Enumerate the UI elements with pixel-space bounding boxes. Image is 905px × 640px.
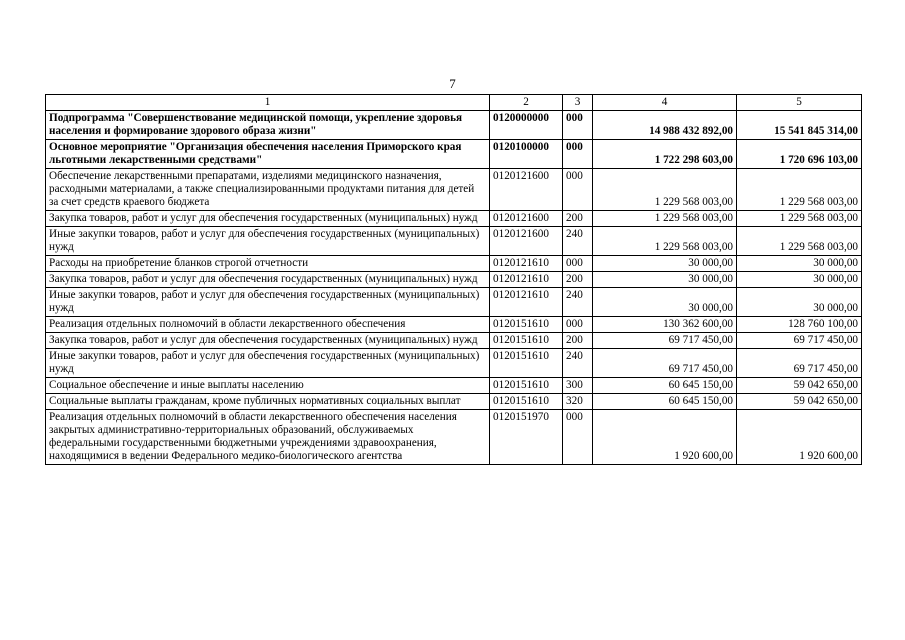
- page-number: 7: [449, 76, 456, 91]
- row-name-cell: Реализация отдельных полномочий в области лекарственного обеспечения населения закрытых административно-территориальных образований, обслуживаемых федеральными государственными бюджетными учреждениями здравоохранения, находящимися в ведении Федерального медико-биологического агентства: [46, 410, 490, 465]
- row-vr-cell: 320: [563, 394, 593, 410]
- table-row: [46, 349, 862, 378]
- row-name-cell: Иные закупки товаров, работ и услуг для обеспечения государственных (муниципальных) нужд: [46, 227, 490, 256]
- table-row: [46, 169, 862, 211]
- row-code-cell: 0120151970: [490, 410, 563, 465]
- row-sum1-cell: 60 645 150,00: [593, 394, 737, 410]
- row-sum1-cell: 30 000,00: [593, 288, 737, 317]
- row-name-cell: Иные закупки товаров, работ и услуг для обеспечения государственных (муниципальных) нужд: [46, 288, 490, 317]
- row-vr-cell: 240: [563, 288, 593, 317]
- row-vr-cell: 300: [563, 378, 593, 394]
- row-vr-cell: 240: [563, 227, 593, 256]
- row-vr-cell: 200: [563, 333, 593, 349]
- row-name-cell: Социальные выплаты гражданам, кроме публичных нормативных социальных выплат: [46, 394, 490, 410]
- row-sum1-cell: 30 000,00: [593, 256, 737, 272]
- row-vr-cell: 000: [563, 410, 593, 465]
- column-header: 3: [563, 95, 593, 111]
- table-row: [46, 378, 862, 394]
- table-row: [46, 333, 862, 349]
- row-vr-cell: 000: [563, 111, 593, 140]
- table-row: [46, 288, 862, 317]
- row-code-cell: 0120121610: [490, 256, 563, 272]
- row-code-cell: 0120151610: [490, 317, 563, 333]
- row-vr-cell: 000: [563, 169, 593, 211]
- row-sum2-cell: 30 000,00: [737, 256, 862, 272]
- row-sum2-cell: 1 229 568 003,00: [737, 227, 862, 256]
- row-vr-cell: 200: [563, 211, 593, 227]
- row-sum1-cell: 69 717 450,00: [593, 349, 737, 378]
- budget-table: [45, 94, 862, 465]
- row-sum2-cell: 15 541 845 314,00: [737, 111, 862, 140]
- row-code-cell: 0120121600: [490, 227, 563, 256]
- row-name-cell: Обеспечение лекарственными препаратами, изделиями медицинского назначения, расходными материалами, а также специализированными продуктами питания для детей за счет средств краевого бюджета: [46, 169, 490, 211]
- column-header: 4: [593, 95, 737, 111]
- row-sum1-cell: 1 229 568 003,00: [593, 227, 737, 256]
- row-sum2-cell: 69 717 450,00: [737, 333, 862, 349]
- row-sum2-cell: 1 229 568 003,00: [737, 211, 862, 227]
- row-vr-cell: 200: [563, 272, 593, 288]
- column-header: 2: [490, 95, 563, 111]
- row-sum2-cell: 30 000,00: [737, 272, 862, 288]
- row-code-cell: 0120121610: [490, 272, 563, 288]
- row-sum2-cell: 69 717 450,00: [737, 349, 862, 378]
- row-sum1-cell: 1 229 568 003,00: [593, 211, 737, 227]
- row-name-cell: Расходы на приобретение бланков строгой отчетности: [46, 256, 490, 272]
- row-name-cell: Реализация отдельных полномочий в области лекарственного обеспечения: [46, 317, 490, 333]
- row-sum1-cell: 130 362 600,00: [593, 317, 737, 333]
- row-sum1-cell: 60 645 150,00: [593, 378, 737, 394]
- row-name-cell: Закупка товаров, работ и услуг для обеспечения государственных (муниципальных) нужд: [46, 333, 490, 349]
- row-sum1-cell: 1 920 600,00: [593, 410, 737, 465]
- row-code-cell: 0120151610: [490, 394, 563, 410]
- row-sum1-cell: 1 722 298 603,00: [593, 140, 737, 169]
- row-code-cell: 0120100000: [490, 140, 563, 169]
- row-vr-cell: 000: [563, 317, 593, 333]
- row-vr-cell: 000: [563, 140, 593, 169]
- row-code-cell: 0120121600: [490, 169, 563, 211]
- table-header-row: [46, 95, 862, 111]
- row-vr-cell: 000: [563, 256, 593, 272]
- row-code-cell: 0120151610: [490, 349, 563, 378]
- row-code-cell: 0120151610: [490, 378, 563, 394]
- table-row: [46, 394, 862, 410]
- table-row: [46, 111, 862, 140]
- row-sum2-cell: 128 760 100,00: [737, 317, 862, 333]
- table-row: [46, 317, 862, 333]
- row-sum2-cell: 1 720 696 103,00: [737, 140, 862, 169]
- row-name-cell: Закупка товаров, работ и услуг для обеспечения государственных (муниципальных) нужд: [46, 272, 490, 288]
- table-row: [46, 227, 862, 256]
- table-row: [46, 256, 862, 272]
- row-name-cell: Социальное обеспечение и иные выплаты населению: [46, 378, 490, 394]
- row-sum1-cell: 14 988 432 892,00: [593, 111, 737, 140]
- row-name-cell: Основное мероприятие "Организация обеспечения населения Приморского края льготными лекарственными средствами": [46, 140, 490, 169]
- row-name-cell: Подпрограмма "Совершенствование медицинской помощи, укрепление здоровья населения и формирование здорового образа жизни": [46, 111, 490, 140]
- table-row: [46, 410, 862, 465]
- row-sum2-cell: 59 042 650,00: [737, 378, 862, 394]
- row-sum1-cell: 30 000,00: [593, 272, 737, 288]
- row-sum2-cell: 30 000,00: [737, 288, 862, 317]
- row-code-cell: 0120151610: [490, 333, 563, 349]
- row-name-cell: Иные закупки товаров, работ и услуг для обеспечения государственных (муниципальных) нужд: [46, 349, 490, 378]
- table-row: [46, 272, 862, 288]
- row-sum2-cell: 1 229 568 003,00: [737, 169, 862, 211]
- row-sum1-cell: 69 717 450,00: [593, 333, 737, 349]
- column-header: 1: [46, 95, 490, 111]
- row-name-cell: Закупка товаров, работ и услуг для обеспечения государственных (муниципальных) нужд: [46, 211, 490, 227]
- row-code-cell: 0120121610: [490, 288, 563, 317]
- row-sum2-cell: 59 042 650,00: [737, 394, 862, 410]
- row-sum2-cell: 1 920 600,00: [737, 410, 862, 465]
- row-code-cell: 0120121600: [490, 211, 563, 227]
- column-header: 5: [737, 95, 862, 111]
- row-code-cell: 0120000000: [490, 111, 563, 140]
- table-row: [46, 140, 862, 169]
- row-vr-cell: 240: [563, 349, 593, 378]
- table-row: [46, 211, 862, 227]
- row-sum1-cell: 1 229 568 003,00: [593, 169, 737, 211]
